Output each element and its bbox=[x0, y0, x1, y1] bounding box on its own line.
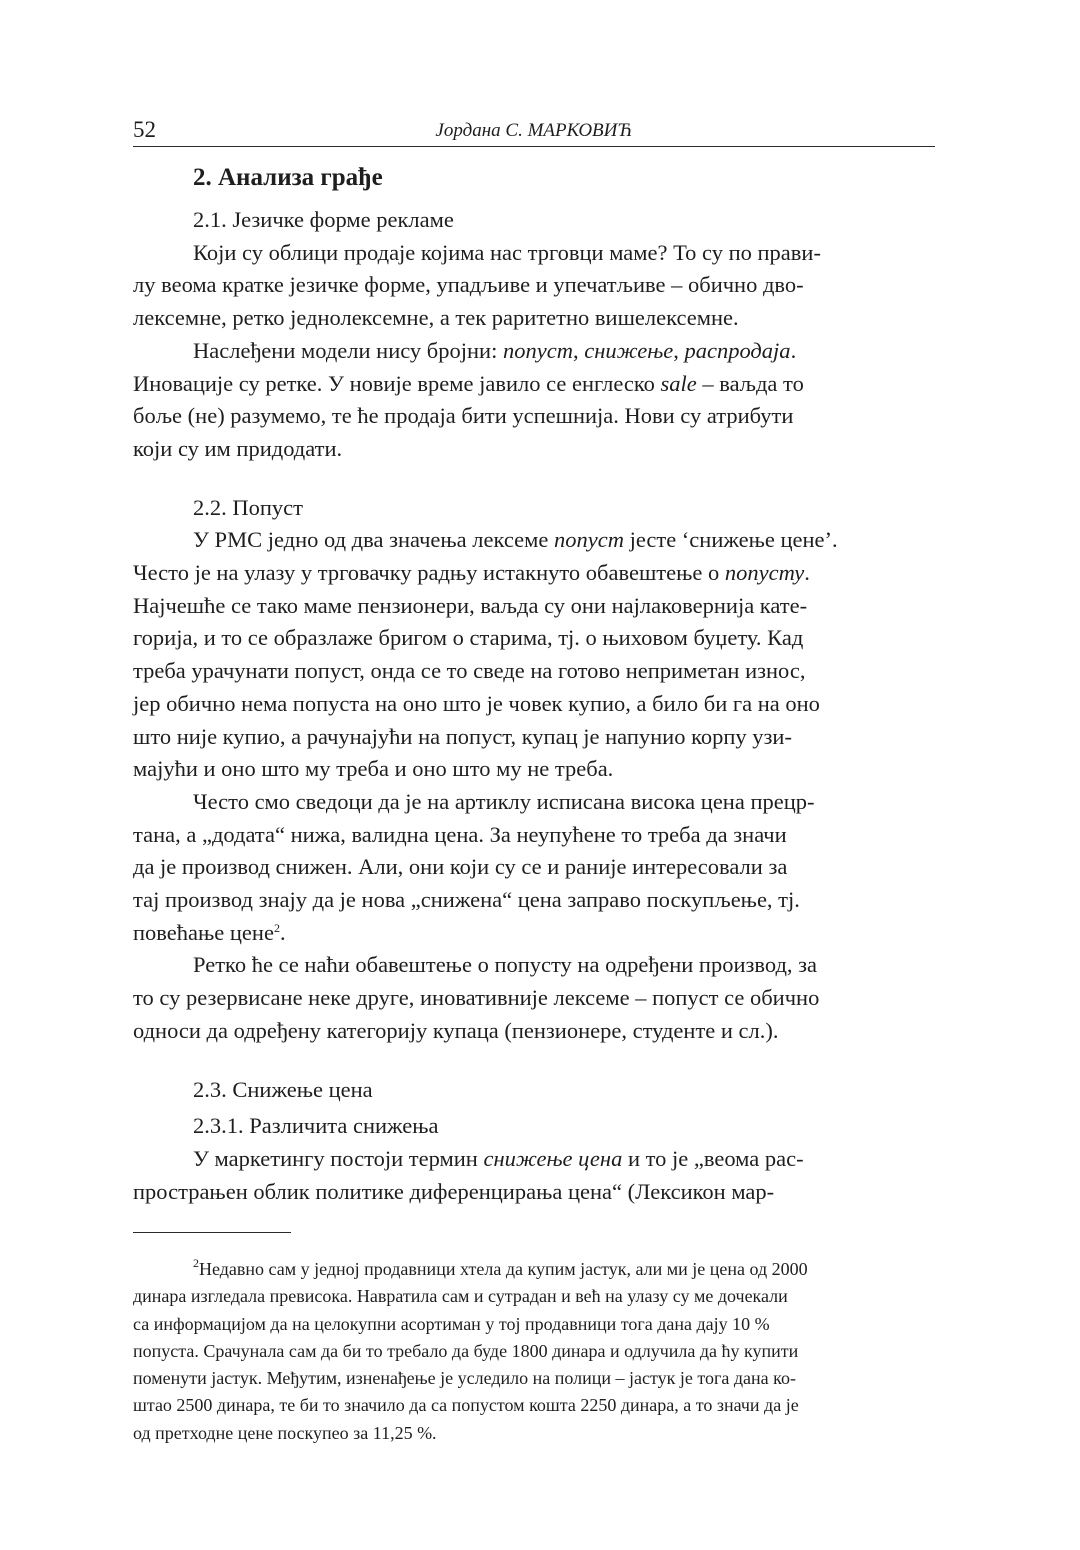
footnote-rule bbox=[133, 1232, 291, 1233]
paragraph-marketing: У маркетингу постоји термин снижење цена и то је „веома рас- прострањен облик политике диференцирања цена“ (Лексикон мар- bbox=[133, 1145, 804, 1204]
paragraph-forms: Који су облици продаје којима нас трговци маме? То су по прави- лу веома кратке језичке форме, упадљиве и упечатљиве – обично дво- лексемне, ретко једнолексемне, а тек раритетно вишелексемне. bbox=[133, 239, 821, 331]
paragraph-crossed-price: Често смо сведоци да је на артиклу исписана висока цена прецр- тана, а „додата“ нижа, валидна цена. За неупућене то треба да значи да је производ снижен. Али, они који су се и раније интересовали за тај производ знају да је нова „снижена“ цена заправо поскупљење, тј. повећање цене$^2$. bbox=[133, 788, 815, 945]
running-head-author: Јордана С. МАРКОВИЋ bbox=[435, 120, 633, 141]
running-head bbox=[133, 116, 935, 147]
main-text bbox=[133, 160, 935, 1208]
footnote-text: $^2$Недавно сам у једној продавници хтела да купим јастук, али ми је цена од 2000 динара изгледала превисока. Навратила сам и сутрадан и већ на улазу су ме дочекали са информацијом да на целокупни асортиман у тој продавници тога дана дају 10 % попуста. Срачунала сам да би то требало да буде 1800 динара и одлучила да ћу купити поменути јастук. Међутим, изненађење је уследило на полици – јастук је тога дана ко- штао 2500 динара, те би то значило да са попустом кошта 2250 динара, а то значи да је од претходне цене поскупео за 11,25 %. bbox=[133, 1256, 808, 1443]
footnote-ref[interactable]: 2 bbox=[273, 920, 280, 935]
paragraph-rarely: Ретко ће се наћи обавештење о попусту на одређени производ, за то су резервисане неке друге, иновативније лексеме – попуст се обично односи да одређену категорију купаца (пензионере, студенте и сл.). bbox=[133, 952, 820, 1043]
paragraph-models: Наслеђени модели нису бројни: попуст, снижење, распродаја. Иновације су ретке. У новије време јавило се енглеско sale – ваљда то боље (не) разумемо, те ће продаја бити успешнија. Нови су атрибути који су им придодати. bbox=[133, 337, 804, 461]
subsection-title-2-3: 2.3. Снижење цена bbox=[193, 1076, 373, 1102]
paragraph-discount: У РМС једно од два значења лексеме попуст јесте ‘снижење цене’. Често је на улазу у трговачку радњу истакнуто обавештење о попусту. Најчешће се тако маме пензионери, ваљда су они најлаковернија кате- горија, и то се образлаже бригом о старима, тј. о њиховом буџету. Кад треба урачунати попуст, онда се то сведе на готово неприметан износ, јер обично нема попуста на оно што је човек купио, а било би га на оно што није купио, а рачунајући на попуст, купац је напунио корпу узи- мајући и оно што му треба и оно што му не треба. bbox=[133, 527, 838, 782]
subsection-title-2-1: 2.1. Језичке форме рекламе bbox=[193, 207, 454, 232]
footnote bbox=[133, 1238, 935, 1465]
subsection-title-2-2: 2.2. Попуст bbox=[193, 494, 303, 520]
page-number: 52 bbox=[133, 117, 156, 142]
section-heading: 2. Анализа грађе bbox=[193, 164, 383, 191]
subsection-title-2-3-1: 2.3.1. Различита снижења bbox=[193, 1113, 439, 1139]
footnote-number: 2 bbox=[193, 1256, 199, 1270]
